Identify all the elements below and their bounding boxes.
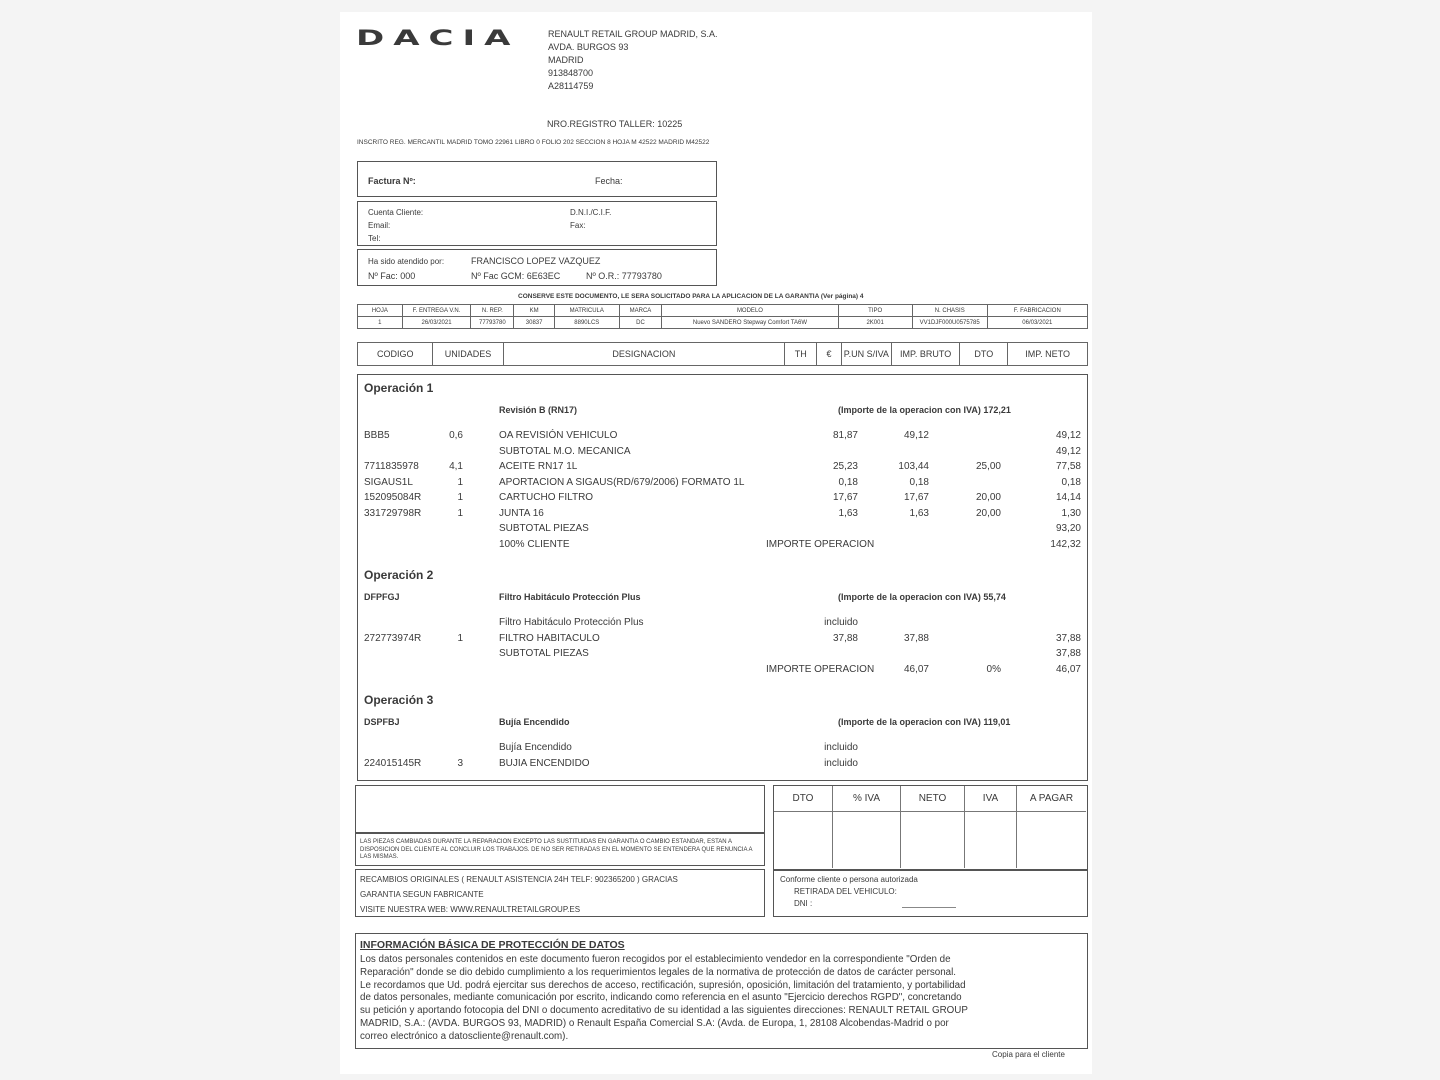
atendido-name: FRANCISCO LOPEZ VAZQUEZ	[471, 256, 601, 266]
column-header-cell: €	[817, 343, 841, 366]
copia-cliente: Copia para el cliente	[992, 1050, 1065, 1059]
cuenta-cliente: Cuenta Cliente:	[368, 208, 424, 217]
email-label: Email:	[368, 221, 391, 230]
line-neto: 49,12	[1055, 445, 1081, 457]
line-neto: 77,58	[1055, 461, 1081, 472]
totals-column	[1016, 786, 1086, 868]
totals-column	[832, 786, 900, 868]
line-price: incluido	[824, 617, 858, 628]
totals-column	[900, 786, 964, 868]
column-header-cell: TH	[785, 343, 817, 366]
line-price: 17,67	[832, 492, 858, 503]
totals-column	[964, 786, 1016, 868]
line-description: JUNTA 16	[499, 507, 544, 519]
vehicle-value-cell: 30837	[514, 317, 555, 329]
line-description: BUJIA ENCENDIDO	[499, 757, 590, 769]
line-description: APORTACION A SIGAUS(RD/679/2006) FORMATO 1L	[499, 476, 745, 488]
line-units: 1	[457, 632, 463, 644]
line-neto: 142,32	[1050, 538, 1081, 550]
proteccion-line: correo electrónico a datoscliente@renault.com).	[360, 1030, 569, 1042]
operation-importe: (Importe de la operacion con IVA) 55,74	[838, 592, 1006, 602]
line-units: 4,1	[449, 461, 463, 472]
line-code: 7711835978	[364, 461, 419, 472]
line-code: SIGAUS1L	[364, 476, 413, 488]
totals-header-cell: DTO	[774, 786, 832, 812]
recambios-note: RECAMBIOS ORIGINALES ( RENAULT ASISTENCIA 24H TELF: 902365200 ) GRACIAS	[360, 875, 678, 884]
company-phone: 913848700	[548, 68, 594, 78]
piezas-note: LAS PIEZAS CAMBIADAS DURANTE LA REPARACION EXCEPTO LAS SUSTITUIDAS EN GARANTIA O CAMBIO ESTANDAR, ESTAN A DISPOSICION DEL CLIENTE AL CONCLUIR LOS TRABAJOS. DE NO SER RETIRADAS EN EL MOMENTO SE ENTENDERA QUE RENUNCIA A LAS MISMAS.	[360, 839, 753, 860]
retirada-label: RETIRADA DEL VEHICULO:	[794, 887, 897, 896]
line-bruto: 49,12	[903, 430, 929, 441]
operation-name: Revisión B (RN17)	[499, 405, 578, 415]
column-header-cell: IMP. NETO	[1008, 343, 1088, 366]
fax-label: Fax:	[570, 221, 586, 230]
piezas-note-box	[355, 833, 765, 866]
operation-title: Operación 1	[364, 381, 434, 395]
line-description: OA REVISIÓN VEHICULO	[499, 430, 618, 441]
web-note: VISITE NUESTRA WEB: WWW.RENAULTRETAILGROUP.ES	[360, 905, 581, 914]
signature-line	[902, 907, 956, 908]
vehicle-header-cell: MATRICULA	[554, 305, 619, 317]
line-neto: 37,88	[1055, 632, 1081, 644]
line-price: incluido	[824, 757, 858, 769]
vehicle-value-cell: 77793780	[471, 317, 514, 329]
line-neto: 93,20	[1055, 523, 1081, 534]
vehicle-value-cell: 2K001	[838, 317, 912, 329]
cliente-box	[357, 201, 717, 246]
line-bruto: 1,63	[909, 507, 929, 519]
column-header-cell: IMP. BRUTO	[891, 343, 959, 366]
line-description: Filtro Habitáculo Protección Plus	[499, 617, 644, 628]
line-price: 81,87	[832, 430, 858, 441]
line-code: 331729798R	[364, 507, 422, 519]
proteccion-line: Reparación" donde se dio debido cumplimiento a los requerimientos legales de la normativa de protección de datos de carácter personal.	[360, 966, 956, 978]
line-units: 3	[457, 757, 463, 769]
line-neto: 37,88	[1055, 648, 1081, 659]
line-dto: 20,00	[975, 507, 1001, 519]
numero-or: Nº O.R.: 77793780	[586, 271, 662, 281]
operation-code: DSPFBJ	[364, 717, 400, 727]
line-price: 25,23	[832, 461, 858, 472]
column-header-cell: UNIDADES	[433, 343, 503, 366]
invoice-page	[340, 12, 1092, 1074]
line-units: 0,6	[449, 430, 463, 441]
proteccion-line: MADRID, S.A.: (AVDA. BURGOS 93, MADRID) o Renault España Comercial S.A: (Avda. de Europa, 1, 28108 Alcobendas-Madrid o por	[360, 1017, 949, 1029]
line-description: SUBTOTAL PIEZAS	[499, 523, 589, 534]
operation-code: DFPFGJ	[364, 592, 400, 602]
operation-importe: (Importe de la operacion con IVA) 172,21	[838, 405, 1011, 415]
dacia-logo: DACIA	[356, 26, 520, 51]
vehicle-value-cell: 06/03/2021	[987, 317, 1087, 329]
line-code: BBB5	[364, 430, 390, 441]
inscrito-text: INSCRITO REG. MERCANTIL MADRID TOMO 22961 LIBRO 0 FOLIO 202 SECCION 8 HOJA M 42522 MADRID M42522	[357, 139, 710, 146]
line-code: 224015145R	[364, 757, 422, 769]
column-header-row	[358, 343, 1088, 366]
proteccion-text	[360, 954, 968, 1044]
line-neto: 1,30	[1061, 507, 1081, 519]
vehicle-header-cell: N. CHASIS	[912, 305, 987, 317]
line-units: 1	[457, 492, 463, 503]
vehicle-header-row	[358, 305, 1088, 317]
operation-name: Filtro Habitáculo Protección Plus	[499, 592, 641, 602]
line-description: ACEITE RN17 1L	[499, 461, 578, 472]
operation-name: Bujía Encendido	[499, 717, 570, 727]
column-header-table	[357, 342, 1088, 366]
line-neto: 14,14	[1055, 492, 1081, 503]
proteccion-line: su petición y aportando fotocopia del DNI o documento acreditativo de su identidad a las siguientes direcciones: RENAULT RETAIL GROUP	[360, 1005, 968, 1017]
company-street: AVDA. BURGOS 93	[548, 42, 629, 52]
conforme-box	[773, 870, 1088, 917]
factura-box	[357, 161, 717, 197]
vehicle-value-cell: DC	[619, 317, 662, 329]
conforme-label: Conforme cliente o persona autorizada	[780, 875, 918, 884]
dni-label: D.N.I./C.I.F.	[570, 208, 612, 217]
line-price: 37,88	[832, 632, 858, 644]
operations-box	[357, 374, 1088, 781]
company-city: MADRID	[548, 55, 584, 65]
tel-label: Tel:	[368, 234, 381, 243]
proteccion-line: Los datos personales contenidos en este documento fueron recogidos por el establecimiento vendedor en la correspondiente "Orden de	[360, 954, 951, 965]
line-bruto: 46,07	[903, 663, 929, 675]
proteccion-line: Le recordamos que Ud. podrá ejercitar sus derechos de acceso, rectificación, supresión, oposición, limitación del tratamiento, y portabilidad	[360, 979, 966, 991]
operation-importe: (Importe de la operacion con IVA) 119,01	[838, 717, 1011, 727]
line-price: 0,18	[838, 476, 858, 488]
column-header-cell: DTO	[960, 343, 1008, 366]
registro-taller: NRO.REGISTRO TALLER: 10225	[547, 119, 683, 129]
vehicle-header-cell: N. REP.	[471, 305, 514, 317]
operation-title: Operación 3	[364, 693, 434, 707]
line-dto: 25,00	[975, 461, 1001, 472]
vehicle-values-row	[358, 317, 1088, 329]
line-bruto: 103,44	[898, 461, 929, 472]
vehicle-value-cell: 8890LCS	[554, 317, 619, 329]
proteccion-title: INFORMACIÓN BÁSICA DE PROTECCIÓN DE DATOS	[360, 939, 625, 951]
vehicle-header-cell: F. FABRICACION	[987, 305, 1087, 317]
vehicle-header-cell: HOJA	[358, 305, 403, 317]
vehicle-header-cell: TIPO	[838, 305, 912, 317]
totals-box	[773, 785, 1088, 870]
column-header-cell: CODIGO	[358, 343, 433, 366]
line-neto: 0,18	[1061, 476, 1081, 488]
line-dto: 20,00	[975, 492, 1001, 503]
vehicle-header-cell: MARCA	[619, 305, 662, 317]
column-header-cell: DESIGNACION	[503, 343, 784, 366]
observaciones-box	[355, 785, 765, 833]
operation-title: Operación 2	[364, 568, 434, 582]
line-units: 1	[457, 507, 463, 519]
vehicle-table	[357, 304, 1088, 329]
line-description: 100% CLIENTE	[499, 538, 570, 550]
line-units: 1	[457, 476, 463, 488]
dni-retirada-label: DNI :	[794, 899, 813, 908]
company-cif: A28114759	[548, 81, 594, 91]
line-description: CARTUCHO FILTRO	[499, 492, 594, 503]
atendido-box	[357, 249, 717, 286]
atendido-label: Ha sido atendido por:	[368, 257, 445, 266]
factura-label: Factura Nº:	[368, 176, 416, 186]
line-bruto: 0,18	[909, 476, 929, 488]
company-address	[548, 28, 718, 93]
vehicle-value-cell: 1	[358, 317, 403, 329]
totals-header-cell: IVA	[965, 786, 1016, 812]
fecha-label: Fecha:	[595, 176, 623, 186]
vehicle-header-cell: F. ENTREGA V.N.	[402, 305, 471, 317]
line-price: IMPORTE OPERACION	[766, 663, 875, 675]
line-description: FILTRO HABITACULO	[499, 632, 600, 644]
vehicle-value-cell: 26/03/2021	[402, 317, 471, 329]
column-header-cell: P.UN S/IVA	[841, 343, 891, 366]
vehicle-value-cell: Nuevo SANDERO Stepway Comfort TA6W	[662, 317, 838, 329]
company-name: RENAULT RETAIL GROUP MADRID, S.A.	[548, 29, 718, 39]
line-price: IMPORTE OPERACION	[766, 538, 875, 550]
nfac: Nº Fac: 000	[368, 271, 416, 281]
proteccion-box	[355, 933, 1088, 1049]
line-code: 152095084R	[364, 492, 422, 503]
line-description: SUBTOTAL M.O. MECANICA	[499, 445, 631, 457]
line-bruto: 17,67	[903, 492, 929, 503]
recambios-box	[355, 869, 765, 917]
totals-column	[774, 786, 832, 868]
totals-header-cell: % IVA	[833, 786, 900, 812]
line-neto: 49,12	[1055, 430, 1081, 441]
proteccion-line: de datos personales, mediante comunicación por escrito, indicando como referencia en el asunto "Ejercicio derechos RGPD", concretando	[360, 992, 962, 1004]
line-dto: 0%	[986, 663, 1001, 675]
line-description: Bujía Encendido	[499, 742, 572, 753]
totals-header-cell: A PAGAR	[1017, 786, 1086, 812]
vehicle-value-cell: VV1DJF000U0575785	[912, 317, 987, 329]
line-price: incluido	[824, 742, 858, 753]
vehicle-header-cell: MODELO	[662, 305, 838, 317]
line-description: SUBTOTAL PIEZAS	[499, 648, 589, 659]
vehicle-header-cell: KM	[514, 305, 555, 317]
line-neto: 46,07	[1055, 663, 1081, 675]
nfac-gcm: Nº Fac GCM: 6E63EC	[471, 271, 561, 281]
garantia-note: GARANTIA SEGUN FABRICANTE	[360, 890, 484, 899]
line-price: 1,63	[838, 507, 858, 519]
totals-header-cell: NETO	[901, 786, 964, 812]
line-bruto: 37,88	[903, 632, 929, 644]
conserve-text: CONSERVE ESTE DOCUMENTO, LE SERA SOLICITADO PARA LA APLICACION DE LA GARANTIA (Ver página) 4	[518, 293, 864, 300]
line-code: 272773974R	[364, 632, 422, 644]
